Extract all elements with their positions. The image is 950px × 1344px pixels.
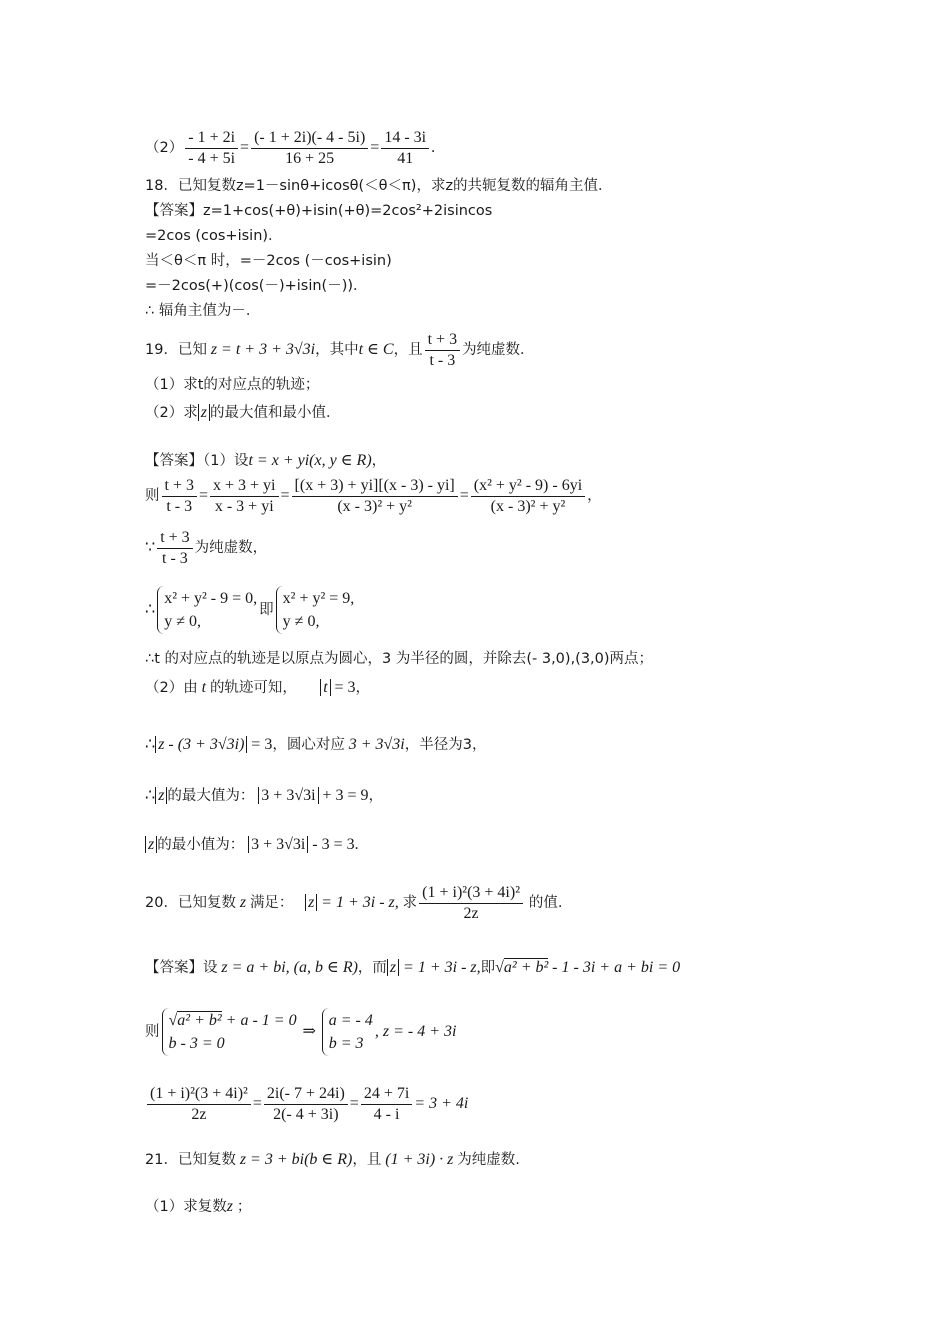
equation-system: x² + y² = 9, y ≠ 0, — [276, 586, 355, 634]
answer-18-line5: ∴ 辐角主值为－． — [145, 303, 261, 319]
fraction: $\frac{t + 3}{t - 3}$ — [157, 528, 192, 569]
sqrt-symbol: √ — [495, 959, 504, 976]
answer-19-line1: 【答案】（1）设t = x + yi(x, y ∈ R)， — [145, 452, 387, 469]
answer-19-line6: （2）由 t 的轨迹可知， t = 3， — [145, 679, 371, 696]
fraction: $\frac{\text{(1 + i)²(3 + 4i)²}}{2z}$ — [419, 883, 523, 924]
equation-system: x² + y² - 9 = 0, y ≠ 0, — [157, 586, 257, 634]
answer-20-line2: 则 √a² + b² + a - 1 = 0 b - 3 = 0 ⇒ a = - 4 b = 3 , z = - 4 + 3i — [145, 1008, 456, 1056]
fraction: $\frac{(- 1 + 2i)(- 4 - 5i)}{16 + 25}$ — [251, 128, 368, 169]
answer-18-line1: 【答案】z=1+cos(+θ)+isin(+θ)=2cos²+2isincos — [145, 203, 493, 219]
question-21-part1: （1）求复数z ； — [145, 1198, 252, 1215]
fraction: $\frac{24 + 7i}{4 - i}$ — [361, 1084, 412, 1125]
equation-system: a = - 4 b = 3 — [322, 1008, 373, 1056]
answer-19-line7: ∴ z - (3 + 3√3i) = 3，圆心对应 3 + 3√3i，半径为3， — [145, 736, 487, 753]
question-20: 20．已知复数 z 满足： z = 1 + 3i - z, 求 $\frac{\text{(1 + i)²(3 + 4i)²}}{2z}$ 的值. — [145, 884, 563, 922]
answer-19-line4: ∴ x² + y² - 9 = 0, y ≠ 0, 即 x² + y² = 9, y ≠ 0, — [145, 586, 356, 634]
fraction: $\frac{t + 3}{t - 3}$ — [162, 476, 197, 517]
answer-17-part2: （2） $\frac{- 1 + 2i}{- 4 + 5i}$ = $\frac{(- 1 + 2i)(- 4 - 5i)}{16 + 25}$ = $\frac{14 - 3i}{41}$ . — [145, 129, 436, 167]
question-21: 21．已知复数 z = 3 + bi(b ∈ R)，且 (1 + 3i) · z 为纯虚数. — [145, 1151, 520, 1168]
answer-19-line8: ∴ z 的最大值为： 3 + 3√3i + 3 = 9， — [145, 787, 383, 804]
answer-20-line1: 【答案】设 z = a + bi, (a, b ∈ R)，而 z = 1 + 3i - z,即√a² + b² - 1 - 3i + a + bi = 0 — [145, 959, 681, 976]
fraction: $\frac{\text{(x² + y² - 9) - 6yi}}{\text{(x - 3)² + y²}}$ — [471, 476, 585, 517]
fraction: $\frac{- 1 + 2i}{- 4 + 5i}$ — [185, 128, 238, 169]
answer-19-line3: ∵ $\frac{t + 3}{t - 3}$ 为纯虚数， — [145, 529, 268, 567]
fraction: $\frac{[(x + 3) + yi][(x - 3) - yi]}{\text{(x - 3)² + y²}}$ — [292, 476, 458, 517]
question-19-part1: （1）求t的对应点的轨迹； — [145, 377, 320, 393]
fraction: $\frac{14 - 3i}{41}$ — [381, 128, 429, 169]
answer-18-line4: =－2cos(+)(cos(－)+isin(－))． — [145, 278, 368, 294]
answer-19-line2: 则 $\frac{t + 3}{t - 3}$ = $\frac{x + 3 + yi}{x - 3 + yi}$ = $\frac{[(x + 3) + yi][(x - 3) - yi]}{\text{(x - 3)² + y²}}$ = $\frac{\text{(x² + y² - 9) - 6yi}}{\text{(x - 3)² + y²}}$ ， — [145, 477, 602, 515]
fraction: $\frac{2i(- 7 + 24i)}{2(- 4 + 3i)}$ — [264, 1084, 348, 1125]
fraction: $\frac{t + 3}{t - 3}$ — [425, 330, 460, 371]
fraction: $\frac{x + 3 + yi}{x - 3 + yi}$ — [210, 476, 279, 517]
answer-19-line9: z 的最小值为： 3 + 3√3i - 3 = 3. — [145, 835, 359, 855]
question-18: 18．已知复数z=1－sinθ+icosθ(＜θ＜π)，求z的共轭复数的辐角主值． — [145, 178, 613, 194]
sqrt-symbol: √ — [168, 1012, 178, 1029]
question-19: 19．已知 z = t + 3 + 3√3i，其中t ∈ C，且 $\frac{t + 3}{t - 3}$ 为纯虚数． — [145, 331, 535, 369]
question-19-part2: （2）求 z 的最大值和最小值． — [145, 404, 341, 421]
answer-18-line3: 当＜θ＜π 时，=－2cos (－cos+isin) — [145, 253, 392, 269]
answer-18-line2: =2cos (cos+isin)． — [145, 228, 283, 244]
answer-20-line3: $\frac{\text{(1 + i)²(3 + 4i)²}}{2z}$ = $\frac{2i(- 7 + 24i)}{2(- 4 + 3i)}$ = $\frac{24 + 7i}{4 - i}$ = 3 + 4i — [145, 1084, 468, 1125]
answer-19-line5: ∴t 的对应点的轨迹是以原点为圆心，3 为半径的圆，并除去(- 3,0),(3,0)两点； — [145, 651, 654, 667]
equation-system: √a² + b² + a - 1 = 0 b - 3 = 0 — [162, 1008, 297, 1056]
fraction: $\frac{\text{(1 + i)²(3 + 4i)²}}{2z}$ — [147, 1084, 251, 1125]
